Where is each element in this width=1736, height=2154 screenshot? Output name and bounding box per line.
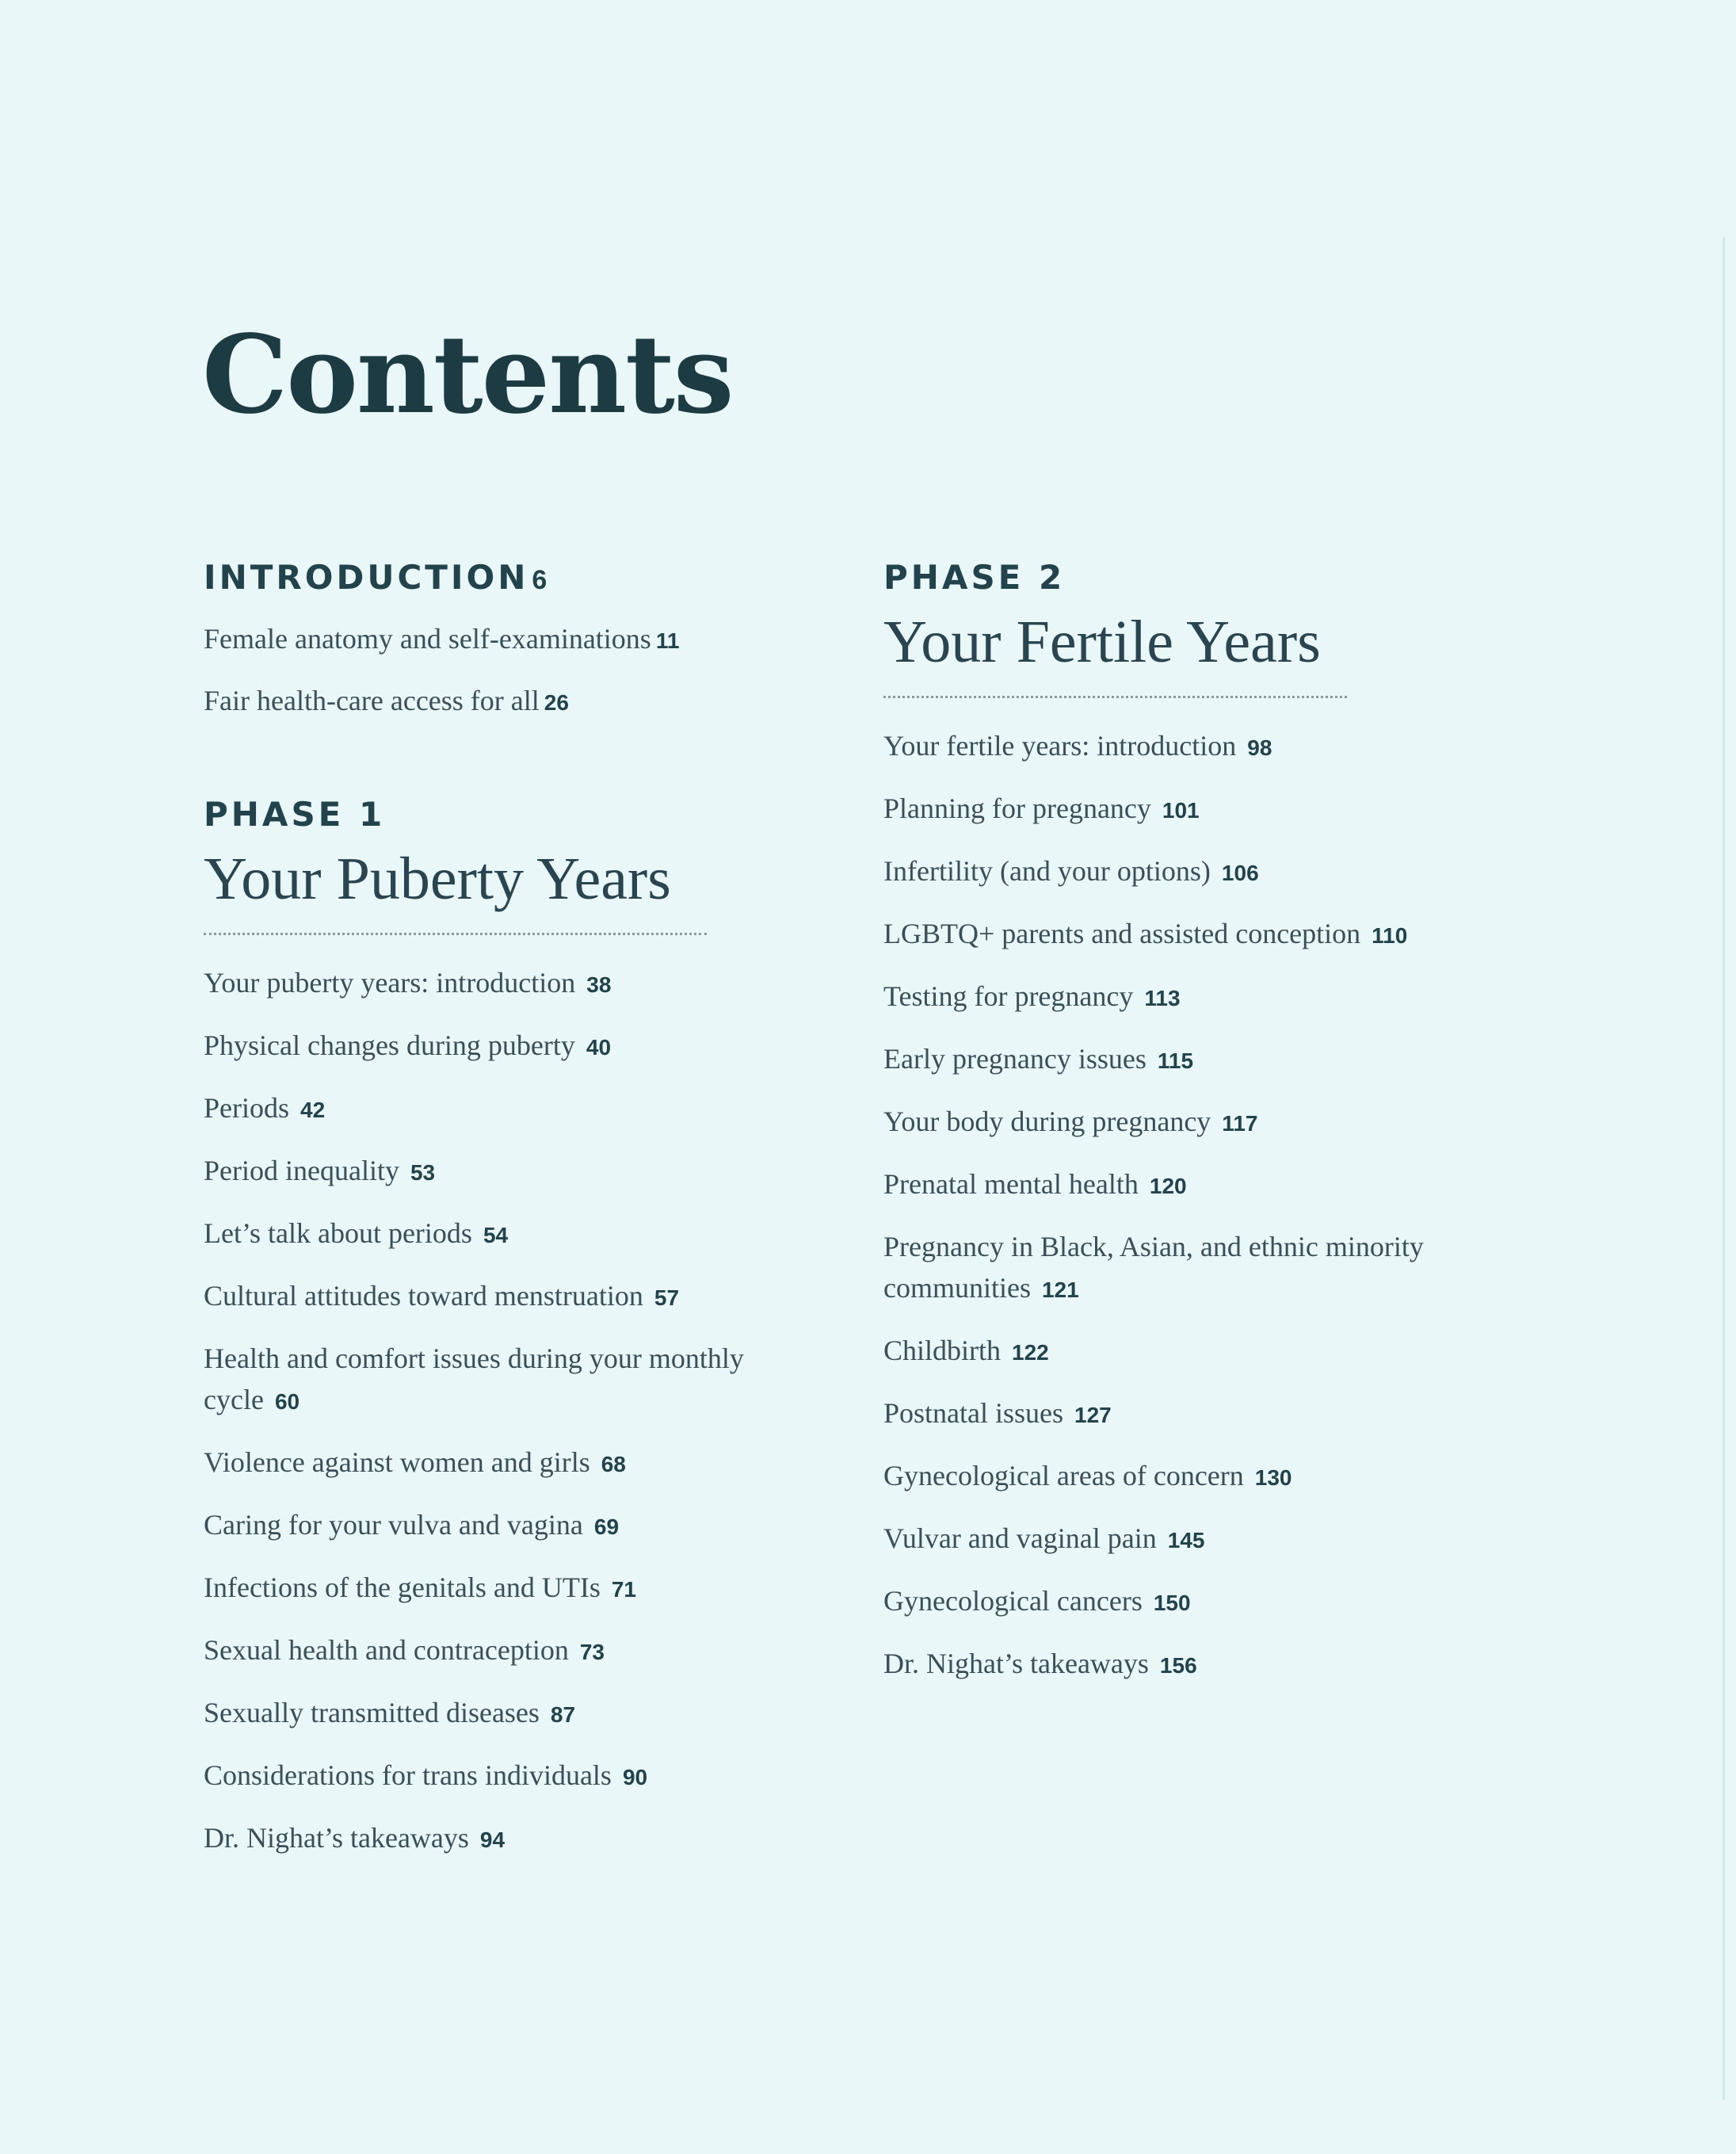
- toc-entry-page: 127: [1074, 1403, 1112, 1427]
- toc-entry-page: 57: [654, 1285, 680, 1310]
- toc-entry-page: 121: [1041, 1278, 1079, 1302]
- toc-entry[interactable]: [883, 913, 1565, 957]
- toc-entry[interactable]: [883, 1455, 1565, 1499]
- toc-entry[interactable]: [204, 1567, 774, 1610]
- toc-entry-text: Considerations for trans individuals: [204, 1759, 612, 1791]
- toc-entry-text: Childbirth: [883, 1335, 1002, 1366]
- toc-entry-text: Physical changes during puberty: [204, 1029, 575, 1061]
- toc-entry[interactable]: [883, 1330, 1565, 1373]
- phase1-entry-list: [204, 962, 774, 1861]
- toc-entry-page: 122: [1012, 1340, 1049, 1365]
- toc-entry[interactable]: [204, 1817, 774, 1861]
- toc-entry-text: Your puberty years: introduction: [204, 967, 576, 999]
- phase2-label: PHASE 2: [883, 558, 1066, 597]
- toc-entry-page: 117: [1222, 1111, 1258, 1136]
- toc-entry-page: 115: [1157, 1048, 1194, 1073]
- toc-entry-page: 90: [622, 1765, 648, 1789]
- phase1-title: Your Puberty Years: [204, 846, 671, 912]
- page-title: Contents: [202, 311, 733, 438]
- toc-entry-text: Planning for pregnancy: [883, 792, 1151, 824]
- toc-entry[interactable]: [883, 1518, 1565, 1561]
- dotted-divider: [204, 933, 707, 935]
- toc-entry[interactable]: [883, 1226, 1565, 1311]
- toc-entry-page: 68: [601, 1452, 626, 1476]
- dotted-divider: [883, 696, 1347, 698]
- toc-entry-text: Cultural attitudes toward menstruation: [204, 1280, 643, 1312]
- toc-entry[interactable]: [204, 1338, 774, 1423]
- toc-entry[interactable]: [204, 1755, 774, 1798]
- toc-entry[interactable]: [883, 1580, 1565, 1624]
- introduction-entry-list: [204, 618, 774, 724]
- toc-entry-text: Periods: [204, 1092, 289, 1124]
- toc-entry-text: Pregnancy in Black, Asian, and ethnic minority communities: [883, 1231, 1424, 1304]
- toc-entry-page: 73: [579, 1640, 605, 1664]
- toc-entry-text: Health and comfort issues during your monthly cycle: [204, 1342, 744, 1415]
- toc-entry[interactable]: [204, 680, 774, 724]
- toc-entry[interactable]: [883, 976, 1565, 1019]
- toc-entry-text: Caring for your vulva and vagina: [204, 1509, 583, 1541]
- toc-entry-page: 38: [586, 972, 612, 997]
- introduction-page-number: 6: [532, 565, 548, 595]
- toc-entry-text: Infertility (and your options): [883, 855, 1211, 887]
- phase1-section: [204, 792, 774, 1861]
- toc-entry-page: 113: [1144, 986, 1181, 1010]
- toc-entry-text: Period inequality: [204, 1155, 399, 1186]
- toc-entry-text: Dr. Nighat’s takeaways: [883, 1648, 1149, 1679]
- phase2-title: Your Fertile Years: [883, 609, 1321, 675]
- toc-entry-text: Female anatomy and self-examinations: [204, 623, 651, 655]
- toc-entry-page: 101: [1162, 798, 1200, 823]
- toc-entry[interactable]: [204, 1150, 774, 1193]
- toc-entry-text: Fair health-care access for all: [204, 685, 540, 716]
- toc-entry[interactable]: [883, 1163, 1565, 1207]
- toc-entry-text: Dr. Nighat’s takeaways: [204, 1822, 469, 1854]
- toc-entry[interactable]: [883, 725, 1565, 769]
- toc-entry[interactable]: [204, 1504, 774, 1548]
- toc-entry-text: Let’s talk about periods: [204, 1217, 472, 1249]
- toc-entry-page: 120: [1149, 1174, 1187, 1198]
- toc-entry[interactable]: [204, 1692, 774, 1736]
- toc-entry-text: Infections of the genitals and UTIs: [204, 1572, 601, 1603]
- toc-entry-page: 53: [410, 1160, 436, 1185]
- toc-entry-page: 87: [550, 1702, 576, 1727]
- toc-entry-text: LGBTQ+ parents and assisted conception: [883, 918, 1361, 949]
- toc-entry-page: 130: [1254, 1465, 1292, 1490]
- toc-entry-page: 150: [1153, 1591, 1191, 1615]
- toc-entry-text: Early pregnancy issues: [883, 1043, 1147, 1075]
- toc-entry-page: 98: [1247, 735, 1272, 760]
- page-edge-line: [1723, 238, 1725, 2100]
- toc-entry-text: Testing for pregnancy: [883, 980, 1134, 1012]
- toc-entry-text: Gynecological cancers: [883, 1585, 1143, 1617]
- toc-entry[interactable]: [204, 1025, 774, 1068]
- toc-entry[interactable]: [883, 1643, 1565, 1686]
- phase1-label: PHASE 1: [204, 795, 386, 834]
- toc-entry[interactable]: [204, 1087, 774, 1131]
- toc-entry-page: 110: [1372, 923, 1408, 948]
- right-column: [883, 555, 1565, 1705]
- toc-entry-text: Sexual health and contraception: [204, 1634, 569, 1666]
- toc-entry-text: Gynecological areas of concern: [883, 1460, 1244, 1491]
- toc-entry[interactable]: [204, 1629, 774, 1673]
- toc-entry-text: Violence against women and girls: [204, 1446, 590, 1478]
- introduction-heading: [204, 555, 774, 601]
- toc-entry-text: Prenatal mental health: [883, 1168, 1139, 1200]
- toc-entry[interactable]: [883, 850, 1565, 894]
- toc-entry[interactable]: [883, 1101, 1565, 1144]
- toc-entry-page: 40: [586, 1035, 612, 1060]
- toc-entry-text: Your body during pregnancy: [883, 1106, 1211, 1137]
- toc-entry-text: Postnatal issues: [883, 1397, 1064, 1429]
- toc-entry-text: Sexually transmitted diseases: [204, 1697, 540, 1728]
- toc-entry-page: 42: [300, 1098, 326, 1122]
- toc-entry[interactable]: [204, 618, 774, 662]
- toc-entry-page: 26: [544, 690, 569, 715]
- toc-entry-page: 156: [1159, 1653, 1197, 1678]
- toc-entry-page: 11: [655, 628, 680, 653]
- toc-entry[interactable]: [204, 1275, 774, 1319]
- toc-entry[interactable]: [883, 1392, 1565, 1436]
- introduction-label: INTRODUCTION: [204, 558, 529, 597]
- toc-entry-page: 94: [479, 1827, 506, 1852]
- toc-entry-page: 71: [611, 1577, 637, 1602]
- left-column: [204, 555, 774, 1880]
- toc-entry-text: Your fertile years: introduction: [883, 730, 1237, 762]
- toc-entry-page: 69: [593, 1514, 620, 1539]
- toc-entry[interactable]: [883, 788, 1565, 831]
- toc-entry[interactable]: [883, 1038, 1565, 1082]
- toc-entry[interactable]: [204, 1213, 774, 1256]
- toc-entry-page: 54: [483, 1223, 509, 1247]
- toc-entry-page: 145: [1167, 1528, 1205, 1552]
- toc-entry-page: 60: [274, 1389, 300, 1414]
- toc-entry-text: Vulvar and vaginal pain: [883, 1522, 1157, 1554]
- toc-entry[interactable]: [204, 962, 774, 1006]
- phase2-entry-list: [883, 725, 1565, 1686]
- toc-entry[interactable]: [204, 1442, 774, 1485]
- toc-entry-page: 106: [1221, 861, 1259, 885]
